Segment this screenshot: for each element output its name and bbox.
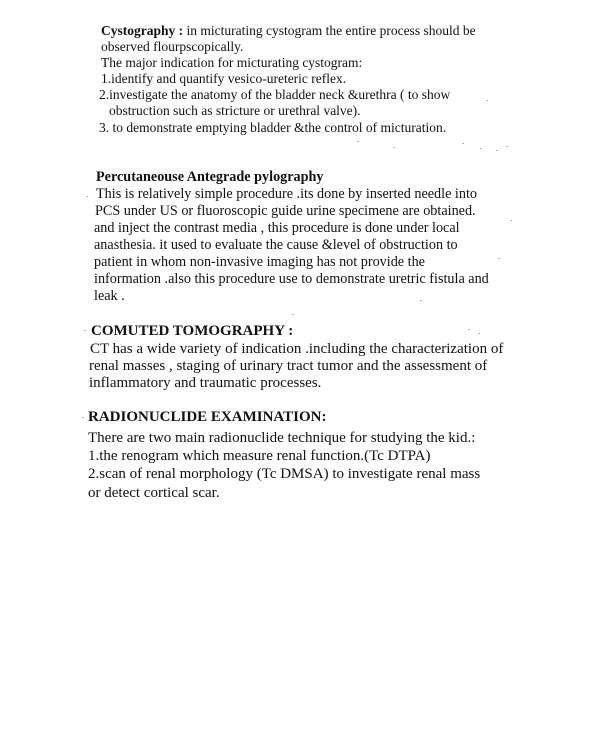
antegrade-line: patient in whom non-invasive imaging has not provide the: [94, 254, 425, 270]
cystography-heading: Cystography :: [101, 23, 184, 38]
cystography-first-line: [101, 24, 476, 38]
radionuclide-line: or detect cortical scar.: [88, 485, 220, 501]
radionuclide-line: 2.scan of renal morphology (Tc DMSA) to investigate renal mass: [88, 466, 481, 482]
ct-heading: COMUTED TOMOGRAPHY :: [91, 323, 294, 339]
antegrade-line: anasthesia. it used to evaluate the cause &level of obstruction to: [94, 237, 458, 253]
radionuclide-heading: RADIONUCLIDE EXAMINATION:: [88, 409, 327, 425]
antegrade-heading: Percutaneouse Antegrade pylography: [96, 169, 324, 185]
ct-line: renal masses , staging of urinary tract tumor and the assessment of: [89, 358, 488, 374]
antegrade-line: leak .: [94, 288, 125, 304]
radionuclide-line: There are two main radionuclide technique for studying the kid.:: [88, 430, 476, 446]
antegrade-line: and inject the contrast media , this procedure is done under local: [94, 220, 460, 236]
cystography-line: obstruction such as stricture or urethral valve).: [109, 103, 361, 118]
cystography-line: 1.identify and quantify vesico-ureteric reflex.: [101, 71, 347, 86]
cystography-line: 2.investigate the anatomy of the bladder neck &urethra ( to show: [99, 87, 451, 102]
cystography-line: The major indication for micturating cystogram:: [101, 55, 363, 70]
antegrade-line: information .also this procedure use to demonstrate uretric fistula and: [94, 271, 489, 287]
ct-line: CT has a wide variety of indication .including the characterization of: [90, 341, 504, 357]
cystography-intro: in micturating cystogram the entire process should be: [183, 23, 476, 38]
ct-line: inflammatory and traumatic processes.: [89, 375, 322, 391]
antegrade-line: PCS under US or fluoroscopic guide urine specimene are obtained.: [95, 203, 476, 219]
cystography-intro-line2: observed flourpscopically.: [101, 39, 244, 54]
antegrade-line: This is relatively simple procedure .its done by inserted needle into: [96, 186, 477, 202]
cystography-line: 3. to demonstrate emptying bladder &the control of micturation.: [99, 120, 447, 135]
radionuclide-line: 1.the renogram which measure renal function.(Tc DTPA): [88, 448, 431, 464]
